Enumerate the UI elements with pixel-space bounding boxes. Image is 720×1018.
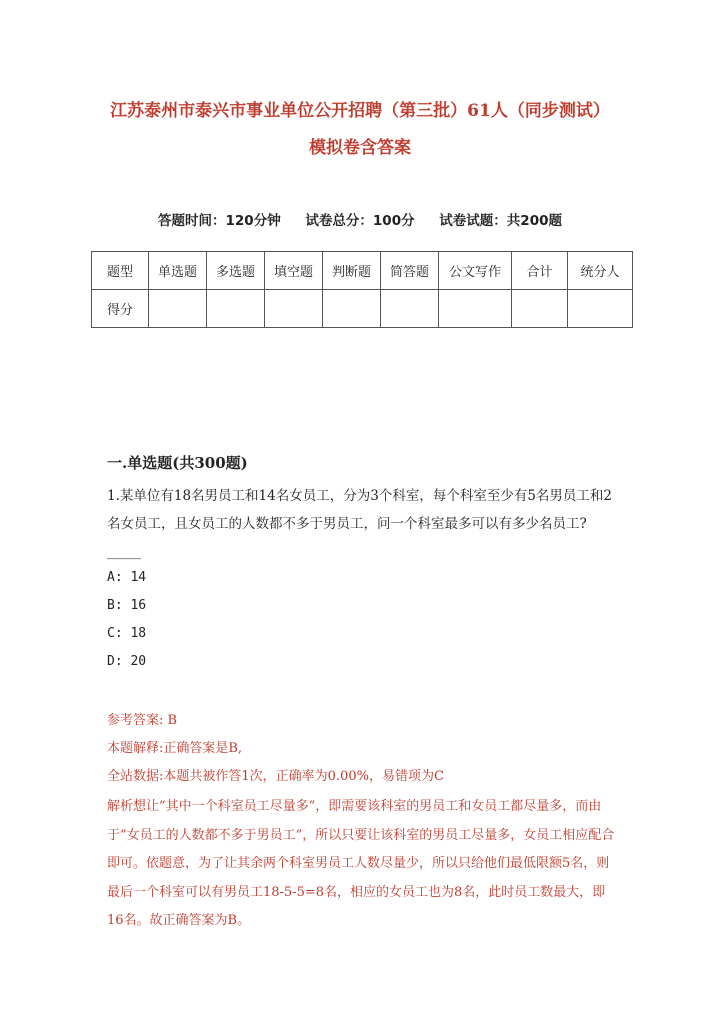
document-title: 江苏泰州市泰兴市事业单位公开招聘（第三批）61人（同步测试） [110, 101, 610, 121]
header-cell: 简答题 [381, 252, 439, 290]
header-cell: 题型 [92, 252, 149, 290]
option-c: C: 18 [107, 626, 147, 641]
option-b: B: 16 [107, 598, 147, 613]
answer-stats: 全站数据:本题共被作答1次，正确率为0.00%，易错项为C [107, 769, 444, 784]
answer-explanation: 本题解释:正确答案是B, [107, 741, 243, 756]
reference-answer: 参考答案: B [107, 713, 178, 728]
header-cell: 公文写作 [439, 252, 512, 290]
row-label: 得分 [92, 290, 149, 328]
score-cell[interactable] [512, 290, 568, 328]
section-heading: 一.单选题(共300题) [107, 454, 248, 472]
score-cell[interactable] [381, 290, 439, 328]
score-table-row [92, 290, 633, 328]
document-subtitle: 模拟卷含答案 [309, 138, 411, 158]
score-table [91, 251, 633, 328]
score-cell[interactable] [439, 290, 512, 328]
header-cell: 统分人 [568, 252, 633, 290]
exam-meta [0, 209, 720, 229]
score-cell[interactable] [265, 290, 323, 328]
score-cell[interactable] [323, 290, 381, 328]
header-cell: 多选题 [207, 252, 265, 290]
exam-question-count: 试卷试题：共200题 [439, 213, 562, 229]
answer-analysis: 解析想让”其中一个科室员工尽量多”，即需要该科室的男员工和女员工都尽量多，而由于”女员工的人数都不多于男员工”，所以只要让该科室的男员工尽量多，女员工相应配合即可。依题意，为了让其余两个科室男员工人数尽量少，所以只给他们最低限额5名，则最后一个科室可以有男员工18-5-5=8名，相应的女员工也为8名，此时员工数最大，即16名。故正确答案为B。 [107, 799, 615, 928]
header-cell: 合计 [512, 252, 568, 290]
header-cell: 判断题 [323, 252, 381, 290]
exam-total-score: 试卷总分：100分 [305, 213, 415, 229]
question-text: 1.某单位有18名男员工和14名女员工，分为3个科室，每个科室至少有5名男员工和2名女员工，且女员工的人数都不多于男员工，问一个科室最多可以有多少名员工?_____ [107, 488, 613, 560]
option-d: D: 20 [107, 654, 147, 669]
header-cell: 单选题 [149, 252, 207, 290]
score-cell[interactable] [207, 290, 265, 328]
exam-time: 答题时间：120分钟 [158, 213, 281, 229]
score-cell[interactable] [568, 290, 633, 328]
score-table-header [92, 252, 633, 290]
option-a: A: 14 [107, 570, 147, 585]
header-cell: 填空题 [265, 252, 323, 290]
score-cell[interactable] [149, 290, 207, 328]
